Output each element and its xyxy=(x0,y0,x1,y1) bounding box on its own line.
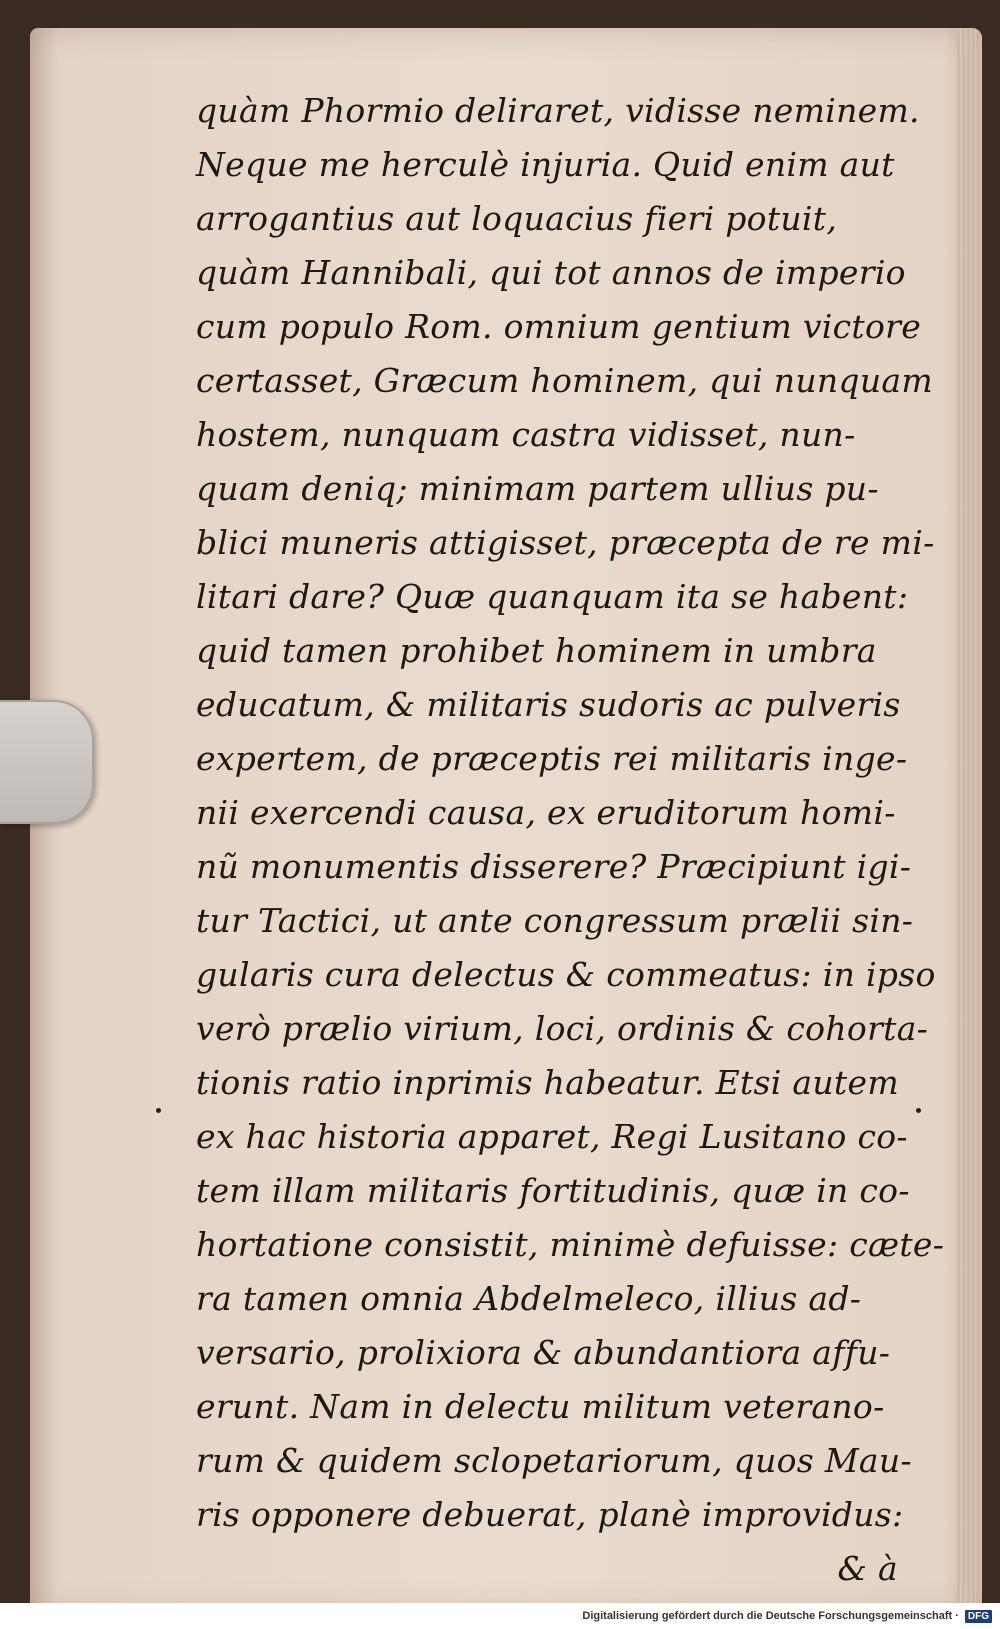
dfg-logo[interactable]: DFG xyxy=(965,1610,992,1623)
text-line: hostem, nunquam castra vidisset, nun- xyxy=(196,415,856,454)
text-line: arrogantius aut loquacius fieri potuit, xyxy=(196,199,838,238)
text-line: quàm Phormio deliraret, vidisse neminem. xyxy=(196,91,920,130)
page-text xyxy=(196,84,945,1596)
text-line: quid tamen prohibet hominem in umbra xyxy=(196,631,877,670)
text-line: nũ monumentis disserere? Præcipiunt igi- xyxy=(196,847,912,886)
text-line: tionis ratio inprimis habeatur. Etsi autem xyxy=(196,1063,899,1102)
text-line: quàm Hannibali, qui tot annos de imperio xyxy=(196,253,906,292)
text-line: litari dare? Quæ quanquam ita se habent: xyxy=(196,577,909,616)
text-line: quam deniq; minimam partem ullius pu- xyxy=(196,469,879,508)
text-line: blici muneris attigisset, præcepta de re mi- xyxy=(196,523,935,562)
text-line: erunt. Nam in delectu militum veterano- xyxy=(196,1387,885,1426)
text-line: expertem, de præceptis rei militaris inge- xyxy=(196,739,908,778)
text-line: tur Tactici, ut ante congressum prælii sin- xyxy=(196,901,914,940)
catchword: & à xyxy=(837,1549,898,1588)
text-line: ris opponere debuerat, planè improvidus: xyxy=(196,1495,904,1534)
text-line: Neque me herculè injuria. Quid enim aut xyxy=(196,145,895,184)
footer-credit: Digitalisierung gefördert durch die Deutsche Forschungsgemeinschaft · xyxy=(582,1610,959,1622)
ink-speck xyxy=(156,1108,161,1113)
text-line: educatum, & militaris sudoris ac pulveris xyxy=(196,685,901,724)
text-line: verò prælio virium, loci, ordinis & cohorta- xyxy=(196,1009,929,1048)
text-line: tem illam militaris fortitudinis, quæ in co- xyxy=(196,1171,910,1210)
text-line: cum populo Rom. omnium gentium victore xyxy=(196,307,922,346)
text-line: gularis cura delectus & commeatus: in ipso xyxy=(196,955,936,994)
text-line: nii exercendi causa, ex eruditorum homi- xyxy=(196,793,896,832)
text-line: ex hac historia apparet, Regi Lusitano co- xyxy=(196,1117,908,1156)
text-line: certasset, Græcum hominem, qui nunquam xyxy=(196,361,933,400)
text-line: ra tamen omnia Abdelmeleco, illius ad- xyxy=(196,1279,862,1318)
text-line: rum & quidem sclopetariorum, quos Mau- xyxy=(196,1441,912,1480)
text-line: versario, prolixiora & abundantiora affu- xyxy=(196,1333,891,1372)
page-clip xyxy=(0,700,94,824)
text-line: hortatione consistit, minimè defuisse: cæte- xyxy=(196,1225,945,1264)
page-edge xyxy=(956,28,982,1613)
digitization-footer xyxy=(0,1603,1000,1629)
